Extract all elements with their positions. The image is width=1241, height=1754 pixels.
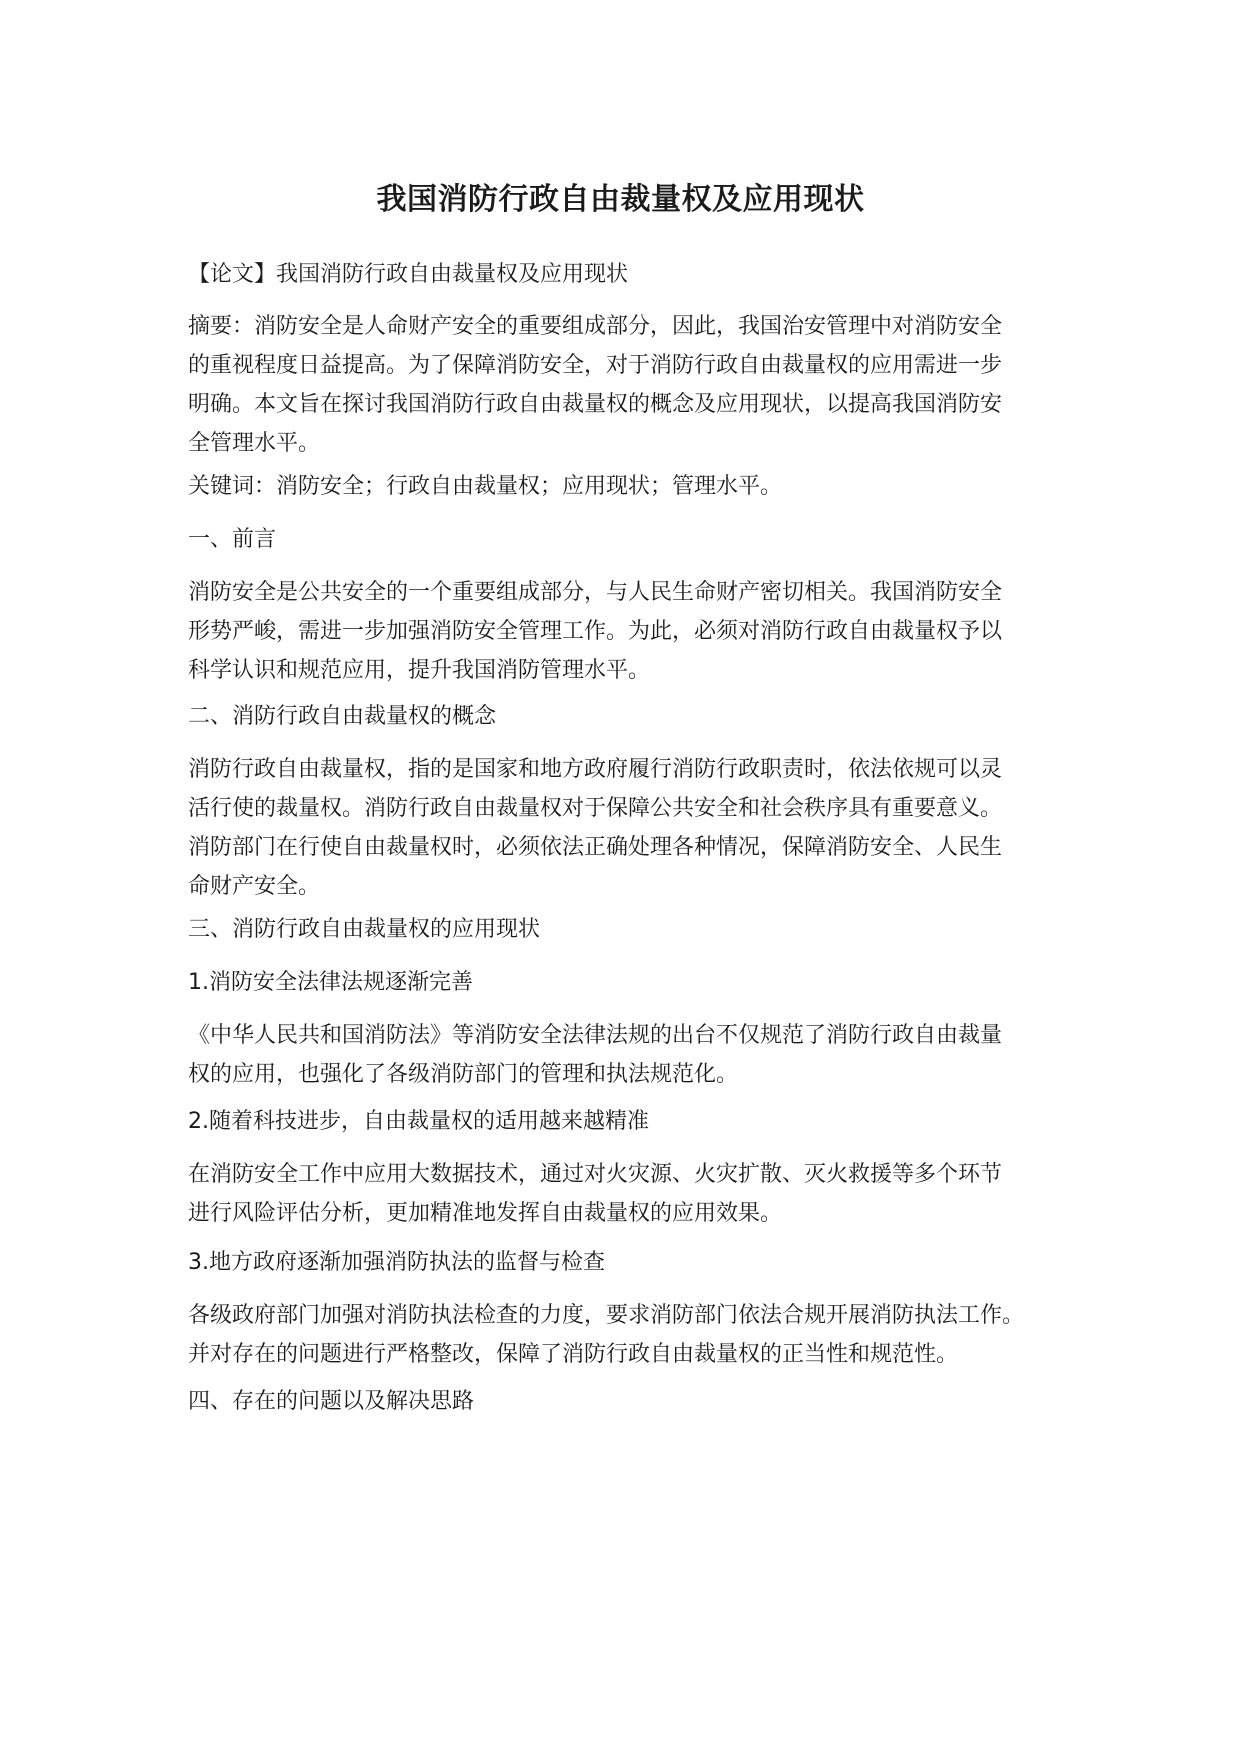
paragraph-line: 消防行政自由裁量权，指的是国家和地方政府履行消防行政职责时，依法依规可以灵 xyxy=(188,757,1003,782)
paragraph-line: 消防部门在行使自由裁量权时，必须依法正确处理各种情况，保障消防安全、人民生 xyxy=(188,835,1003,860)
section-1-paragraph xyxy=(188,573,1068,690)
section-2-paragraph xyxy=(188,750,1068,906)
section-heading-3: 三、消防行政自由裁量权的应用现状 xyxy=(188,917,541,942)
subsection-heading-2: 2.随着科技进步，自由裁量权的适用越来越精准 xyxy=(188,1109,649,1134)
abstract-line: 的重视程度日益提高。为了保障消防安全，对于消防行政自由裁量权的应用需进一步 xyxy=(188,353,1003,378)
abstract-line: 全管理水平。 xyxy=(188,431,321,456)
paragraph-line: 各级政府部门加强对消防执法检查的力度，要求消防部门依法合规开展消防执法工作。 xyxy=(188,1303,1025,1328)
paragraph-line: 并对存在的问题进行严格整改，保障了消防行政自由裁量权的正当性和规范性。 xyxy=(188,1342,959,1367)
subsection-1-paragraph xyxy=(188,1016,1068,1094)
paragraph-line: 进行风险评估分析，更加精准地发挥自由裁量权的应用效果。 xyxy=(188,1201,783,1226)
paragraph-line: 《中华人民共和国消防法》等消防安全法律法规的出台不仅规范了消防行政自由裁量 xyxy=(188,1023,1003,1048)
paragraph-line: 在消防安全工作中应用大数据技术，通过对火灾源、火灾扩散、灭火救援等多个环节 xyxy=(188,1162,1003,1187)
paragraph-line: 形势严峻，需进一步加强消防安全管理工作。为此，必须对消防行政自由裁量权予以 xyxy=(188,619,1003,644)
keywords: 关键词：消防安全；行政自由裁量权；应用现状；管理水平。 xyxy=(188,474,783,499)
subsection-3-paragraph xyxy=(188,1296,1068,1374)
paragraph-line: 命财产安全。 xyxy=(188,874,321,899)
subsection-2-paragraph xyxy=(188,1155,1068,1233)
paragraph-line: 活行使的裁量权。消防行政自由裁量权对于保障公共安全和社会秩序具有重要意义。 xyxy=(188,796,1003,821)
paragraph-line: 科学认识和规范应用，提升我国消防管理水平。 xyxy=(188,658,651,683)
paragraph-line: 消防安全是公共安全的一个重要组成部分，与人民生命财产密切相关。我国消防安全 xyxy=(188,580,1003,605)
subsection-heading-1: 1.消防安全法律法规逐渐完善 xyxy=(188,970,473,995)
section-heading-2: 二、消防行政自由裁量权的概念 xyxy=(188,704,497,729)
subsection-heading-3: 3.地方政府逐渐加强消防执法的监督与检查 xyxy=(188,1250,605,1275)
section-heading-4: 四、存在的问题以及解决思路 xyxy=(188,1389,475,1414)
abstract-paragraph xyxy=(188,307,1068,463)
abstract-line: 摘要：消防安全是人命财产安全的重要组成部分，因此，我国治安管理中对消防安全 xyxy=(188,314,1003,339)
paragraph-line: 权的应用，也强化了各级消防部门的管理和执法规范化。 xyxy=(188,1062,739,1087)
abstract-line: 明确。本文旨在探讨我国消防行政自由裁量权的概念及应用现状，以提高我国消防安 xyxy=(188,392,1003,417)
article-label: 【论文】我国消防行政自由裁量权及应用现状 xyxy=(188,262,629,287)
section-heading-1: 一、前言 xyxy=(188,527,277,552)
document-title: 我国消防行政自由裁量权及应用现状 xyxy=(376,182,865,217)
